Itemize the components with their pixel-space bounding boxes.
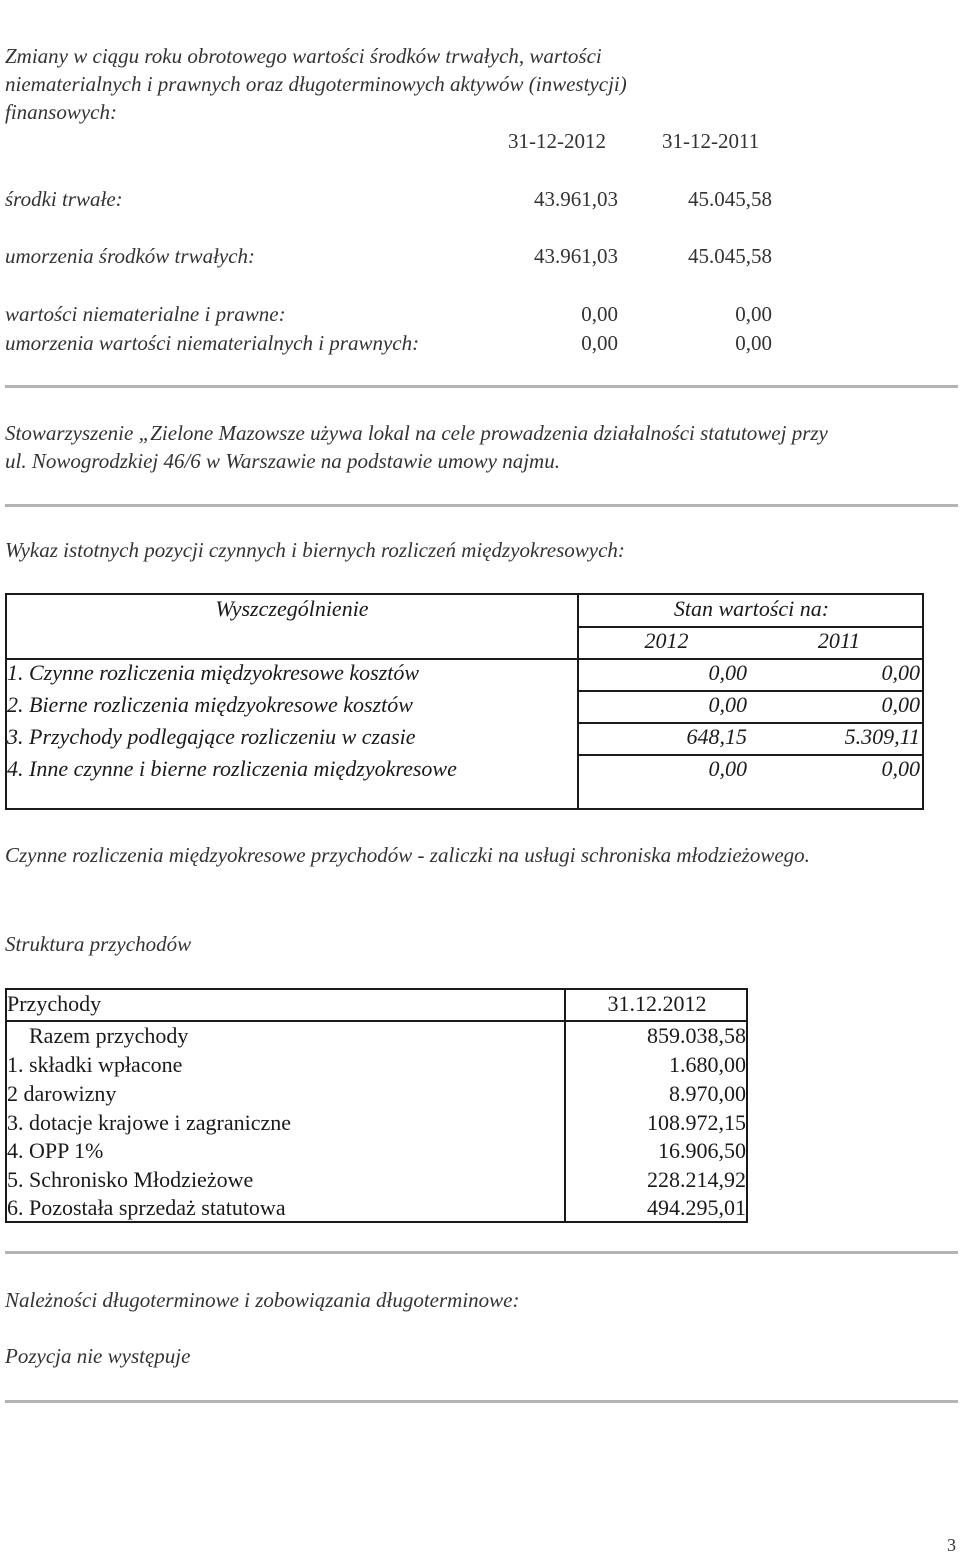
przychody-col-value-header: 31.12.2012 [607,991,707,1016]
table-row-value-2012: 0,00 [708,756,747,781]
table-row-label: 1. Czynne rozliczenia międzyokresowe kosztów [7,660,420,685]
srodki-row-label: środki trwałe: [5,187,123,211]
srodki-row-label: umorzenia środków trwałych: [5,244,256,268]
table-row-value-2012: 0,00 [708,660,747,685]
table-row-label: 3. dotacje krajowe i zagraniczne [7,1110,292,1135]
srodki-row-value-2012: 43.961,03 [534,187,618,211]
table-row-value: 228.214,92 [647,1167,746,1192]
rozliczenia-year-2012: 2012 [644,628,689,653]
table-row-value: 16.906,50 [658,1138,746,1163]
table-row-value: 1.680,00 [669,1052,746,1077]
rozliczenia-col-value-header: Stan wartości na: [673,596,830,621]
table-row-value-2011: 0,00 [881,756,920,781]
przychody-table [5,988,748,1223]
srodki-col-2012-header: 31-12-2012 [508,129,606,153]
table-row-label: 3. Przychody podlegające rozliczeniu w czasie [7,724,416,749]
rozliczenia-heading: Wykaz istotnych pozycji czynnych i biernych rozliczeń międzyokresowych: [5,538,625,562]
srodki-row-value-2012: 43.961,03 [534,244,618,268]
srodki-heading-line2: niematerialnych i prawnych oraz długoterminowych aktywów (inwestycji) [5,72,627,96]
lokal-text-line1: Stowarzyszenie „Zielone Mazowsze używa lokal na cele prowadzenia działalności statutowej przy [5,421,828,445]
table-row-value: 108.972,15 [647,1110,746,1135]
table-row-label: 2. Bierne rozliczenia międzyokresowe kosztów [7,692,413,717]
rozliczenia-table [5,593,924,810]
naleznosci-heading: Należności długoterminowe i zobowiązania długoterminowe: [5,1288,520,1312]
table-row-label: 1. składki wpłacone [7,1052,183,1077]
srodki-row-value-2012: 0,00 [581,331,618,355]
przychody-col-label-header: Przychody [7,991,102,1016]
rozliczenia-col-label-header: Wyszczególnienie [215,596,369,621]
srodki-row-value-2011: 0,00 [735,331,772,355]
srodki-row-value-2011: 45.045,58 [688,187,772,211]
section-divider [5,1251,958,1254]
section-divider [5,504,958,507]
table-row-value: 494.295,01 [647,1195,746,1220]
table-row-label: 5. Schronisko Młodzieżowe [7,1167,254,1192]
srodki-row-label: wartości niematerialne i prawne: [5,302,286,326]
table-row-value-2011: 0,00 [881,660,920,685]
struktura-heading: Struktura przychodów [5,932,192,956]
section-divider [5,1400,958,1403]
naleznosci-text: Pozycja nie występuje [5,1344,191,1368]
srodki-row-label: umorzenia wartości niematerialnych i prawnych: [5,331,420,355]
srodki-heading-line3: finansowych: [5,100,117,124]
table-row-value: 8.970,00 [669,1081,746,1106]
table-row-label: 2 darowizny [7,1081,117,1106]
page-number: 3 [947,1535,956,1555]
srodki-col-2011-header: 31-12-2011 [662,129,760,153]
table-row-label: 4. Inne czynne i bierne rozliczenia międzyokresowe [7,756,457,781]
rozliczenia-year-2011: 2011 [817,628,861,653]
srodki-row-value-2011: 0,00 [735,302,772,326]
table-row-value-2011: 0,00 [881,692,920,717]
srodki-heading-line1: Zmiany w ciągu roku obrotowego wartości środków trwałych, wartości [5,44,602,68]
srodki-row-value-2011: 45.045,58 [688,244,772,268]
section-divider [5,385,958,388]
table-row-value: 859.038,58 [647,1023,746,1048]
table-row-label: 6. Pozostała sprzedaż statutowa [7,1195,286,1220]
table-row-value-2011: 5.309,11 [844,724,920,749]
lokal-text-line2: ul. Nowogrodzkiej 46/6 w Warszawie na podstawie umowy najmu. [5,449,560,473]
rozliczenia-note: Czynne rozliczenia międzyokresowe przychodów - zaliczki na usługi schroniska młodzieżowego. [5,843,810,867]
table-row-value-2012: 648,15 [686,724,747,749]
table-row-label: 4. OPP 1% [7,1138,104,1163]
table-row-label: Razem przychody [29,1023,189,1048]
table-row-value-2012: 0,00 [708,692,747,717]
srodki-row-value-2012: 0,00 [581,302,618,326]
table-header-divider [7,1020,746,1022]
